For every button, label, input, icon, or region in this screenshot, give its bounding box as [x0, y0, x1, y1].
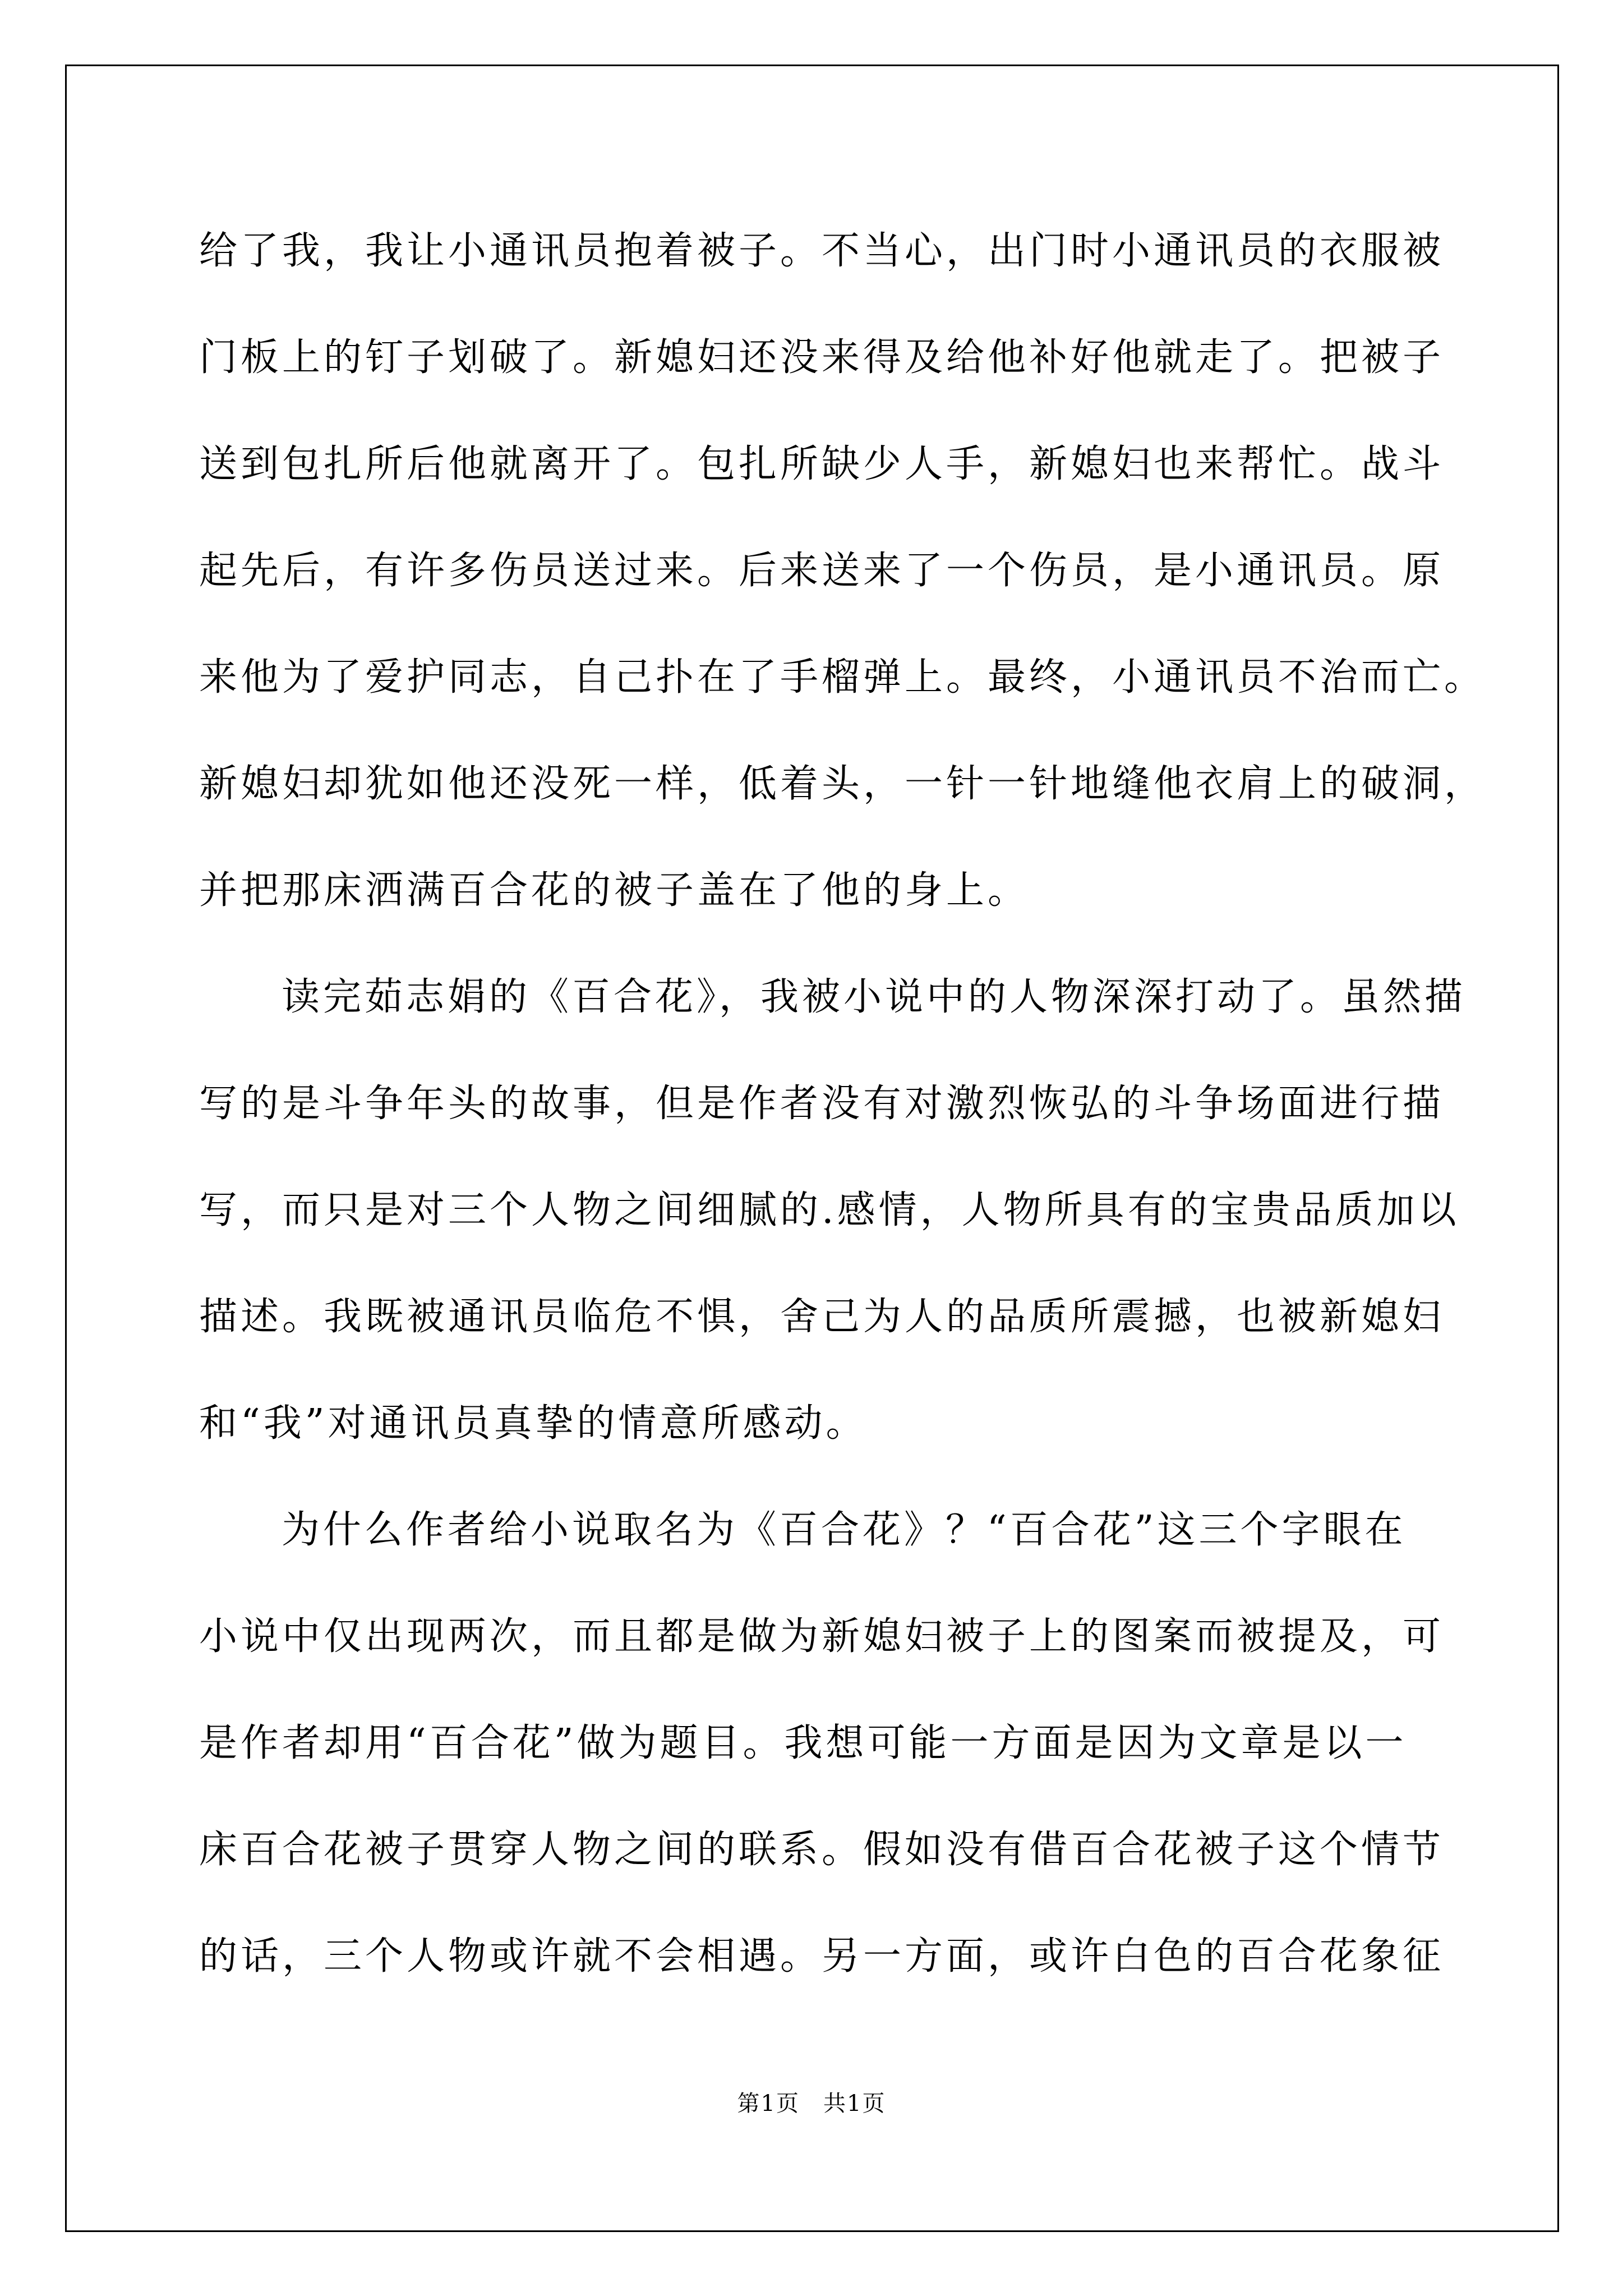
text-line: 送到包扎所后他就离开了。包扎所缺少人手，新媳妇也来帮忙。战斗 — [199, 442, 1445, 486]
text-line: 床百合花被子贯穿人物之间的联系。假如没有借百合花被子这个情节 — [199, 1828, 1445, 1872]
paragraph-first-line: 读完茹志娟的《百合花》，我被小说中的人物深深打动了。虽然描 — [282, 975, 1467, 1019]
paragraph-first-line: 为什么作者给小说取名为《百合花》？“百合花”这三个字眼在 — [282, 1508, 1407, 1552]
page-border — [65, 65, 1559, 2232]
text-line: 描述。我既被通讯员临危不惧，舍己为人的品质所震撼，也被新媳妇 — [199, 1295, 1445, 1339]
text-line: 小说中仅出现两次，而且都是做为新媳妇被子上的图案而被提及，可 — [199, 1614, 1445, 1659]
text-line: 给了我，我让小通讯员抱着被子。不当心，出门时小通讯员的衣服被 — [199, 229, 1445, 273]
text-line: 起先后，有许多伤员送过来。后来送来了一个伤员，是小通讯员。原 — [199, 549, 1445, 593]
text-line: 新媳妇却犹如他还没死一样，低着头，一针一针地缝他衣肩上的破洞， — [199, 762, 1486, 806]
text-line: 写的是斗争年头的故事，但是作者没有对激烈恢弘的斗争场面进行描 — [199, 1082, 1445, 1126]
text-line: 是作者却用“百合花”做为题目。我想可能一方面是因为文章是以一 — [199, 1721, 1407, 1765]
page-number-footer: 第1页 共1页 — [737, 2091, 886, 2116]
text-line: 和“我”对通讯员真挚的情意所感动。 — [199, 1401, 868, 1446]
text-line: 门板上的钉子划破了。新媳妇还没来得及给他补好他就走了。把被子 — [199, 335, 1445, 380]
text-line: 并把那床洒满百合花的被子盖在了他的身上。 — [199, 868, 1030, 913]
text-line: 写，而只是对三个人物之间细腻的.感情，人物所具有的宝贵品质加以 — [199, 1188, 1460, 1232]
text-line: 来他为了爱护同志，自己扑在了手榴弹上。最终，小通讯员不治而亡。 — [199, 655, 1486, 700]
text-line: 的话，三个人物或许就不会相遇。另一方面，或许白色的百合花象征 — [199, 1934, 1445, 1978]
